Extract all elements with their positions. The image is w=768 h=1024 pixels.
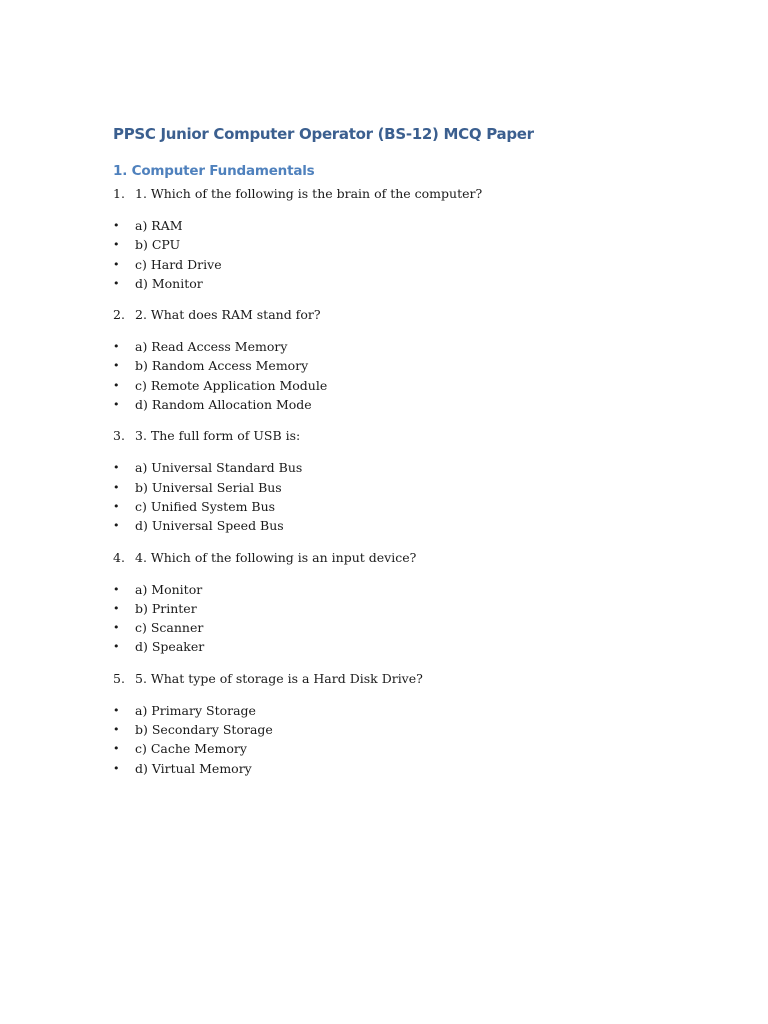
bullet-icon: • (113, 359, 120, 373)
question-text: 1. Which of the following is the brain of the computer? (135, 186, 483, 201)
option-text: a) Universal Standard Bus (135, 460, 303, 476)
question-text: 2. What does RAM stand for? (135, 307, 321, 323)
question-item (113, 669, 673, 778)
question-text: 3. The full form of USB is: (135, 428, 301, 444)
option-text: c) Remote Application Module (135, 377, 328, 393)
option-text: c) Scanner (135, 620, 204, 636)
question-item (113, 426, 673, 535)
option-text: c) Unified System Bus (135, 498, 276, 514)
option-text: d) Speaker (135, 639, 205, 655)
question-number: 2. (113, 307, 125, 323)
option-list (113, 580, 673, 657)
bullet-icon: • (113, 640, 120, 654)
option-item (113, 618, 673, 637)
section-heading: 1. Computer Fundamentals (113, 163, 315, 179)
bullet-icon: • (113, 219, 120, 232)
option-text: b) Printer (135, 600, 197, 616)
option-text: b) Random Access Memory (135, 358, 309, 374)
bullet-icon: • (113, 480, 120, 494)
option-item (113, 255, 673, 274)
option-text: b) CPU (135, 237, 181, 253)
question-text: 4. Which of the following is an input device? (135, 549, 417, 565)
question-item (113, 184, 673, 293)
option-item (113, 356, 673, 375)
bullet-icon: • (113, 582, 120, 596)
option-text: a) Primary Storage (135, 702, 256, 718)
option-text: d) Virtual Memory (135, 760, 252, 776)
option-text: b) Secondary Storage (135, 722, 273, 738)
question-text: 5. What type of storage is a Hard Disk Drive? (135, 670, 423, 686)
option-item (113, 637, 673, 656)
option-text: a) Monitor (135, 581, 203, 597)
option-item (113, 274, 673, 293)
question-line (113, 669, 673, 689)
option-item (113, 216, 673, 235)
option-item (113, 599, 673, 618)
question-line (113, 184, 673, 204)
bullet-icon: • (113, 398, 120, 412)
question-line (113, 305, 673, 325)
option-text: a) Read Access Memory (135, 339, 288, 355)
question-number: 3. (113, 428, 125, 444)
question-line (113, 548, 673, 568)
option-item (113, 580, 673, 599)
option-item (113, 235, 673, 254)
bullet-icon: • (113, 723, 120, 737)
option-item (113, 516, 673, 535)
bullet-icon: • (113, 519, 120, 533)
option-list (113, 458, 673, 535)
option-text: b) Universal Serial Bus (135, 479, 282, 495)
question-number: 4. (113, 549, 125, 565)
option-item (113, 720, 673, 739)
option-item (113, 701, 673, 720)
option-text: d) Random Allocation Mode (135, 397, 312, 413)
bullet-icon: • (113, 703, 120, 717)
bullet-icon: • (113, 461, 120, 475)
question-number: 1. (113, 186, 125, 201)
bullet-icon: • (113, 601, 120, 615)
bullet-icon: • (113, 340, 120, 354)
option-text: c) Cache Memory (135, 741, 247, 757)
bullet-icon: • (113, 742, 120, 756)
bullet-icon: • (113, 238, 120, 252)
option-text: a) RAM (135, 218, 183, 233)
option-item (113, 497, 673, 516)
option-list (113, 216, 673, 293)
option-item (113, 739, 673, 758)
option-item (113, 337, 673, 356)
bullet-icon: • (113, 761, 120, 775)
document-title: PPSC Junior Computer Operator (BS-12) MCQ Paper (113, 125, 534, 143)
option-item (113, 478, 673, 497)
option-list (113, 701, 673, 778)
option-text: d) Universal Speed Bus (135, 518, 284, 534)
bullet-icon: • (113, 257, 120, 271)
question-number: 5. (113, 670, 125, 686)
question-line (113, 426, 673, 446)
option-list (113, 337, 673, 414)
option-text: c) Hard Drive (135, 256, 222, 272)
question-item (113, 548, 673, 657)
bullet-icon: • (113, 378, 120, 392)
question-list (113, 184, 673, 790)
option-item (113, 458, 673, 477)
bullet-icon: • (113, 499, 120, 513)
option-item (113, 376, 673, 395)
option-text: d) Monitor (135, 275, 203, 291)
question-item (113, 305, 673, 414)
bullet-icon: • (113, 621, 120, 635)
option-item (113, 395, 673, 414)
option-item (113, 759, 673, 778)
bullet-icon: • (113, 276, 120, 290)
